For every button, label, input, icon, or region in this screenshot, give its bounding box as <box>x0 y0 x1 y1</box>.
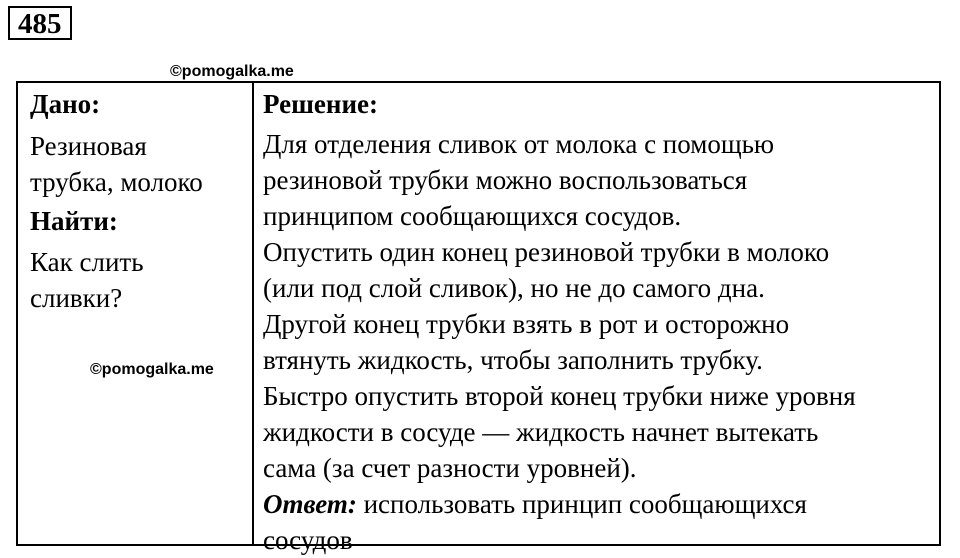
solution-paragraph <box>263 306 933 378</box>
given-line: трубка, молоко <box>30 167 203 197</box>
answer-line <box>263 486 933 522</box>
given-column <box>30 83 248 316</box>
solution-line: сама (за счет разности уровней). <box>263 453 637 483</box>
solution-line: принципом сообщающихся сосудов. <box>263 201 682 231</box>
solution-body <box>263 126 933 558</box>
problem-number: 485 <box>8 6 72 40</box>
find-line: сливки? <box>30 283 123 313</box>
solution-line: резиновой трубки можно воспользоваться <box>263 165 748 195</box>
solution-line: Для отделения сливок от молока с помощью <box>263 129 775 159</box>
find-heading: Найти: <box>30 206 118 236</box>
solution-paragraph <box>263 234 933 306</box>
solution-line: жидкости в сосуде — жидкость начнет вытекать <box>263 417 819 447</box>
watermark-middle: ©pomogalka.me <box>90 361 214 378</box>
answer-paragraph <box>263 486 933 558</box>
column-divider <box>252 83 254 544</box>
find-text <box>30 244 248 316</box>
solution-line: втянуть жидкость, чтобы заполнить трубку. <box>263 345 763 375</box>
solution-line: (или под слой сливок), но не до самого дна. <box>263 273 765 303</box>
answer-label: Ответ: <box>263 489 357 519</box>
solution-line: Быстро опустить второй конец трубки ниже уровня <box>263 381 856 411</box>
given-line: Резиновая <box>30 131 147 161</box>
solution-heading: Решение: <box>263 89 378 119</box>
solution-table <box>16 81 941 555</box>
answer-text: использовать принцип сообщающихся <box>356 489 807 519</box>
answer-line: сосудов <box>263 525 353 555</box>
solution-paragraph <box>263 126 933 234</box>
find-line: Как слить <box>30 247 144 277</box>
solution-line: Опустить один конец резиновой трубки в молоко <box>263 237 830 267</box>
solution-paragraph <box>263 378 933 486</box>
solution-column <box>263 83 933 558</box>
watermark-top: ©pomogalka.me <box>170 63 294 80</box>
given-text <box>30 128 248 200</box>
solution-line: Другой конец трубки взять в рот и осторожно <box>263 309 790 339</box>
given-heading: Дано: <box>30 89 101 119</box>
